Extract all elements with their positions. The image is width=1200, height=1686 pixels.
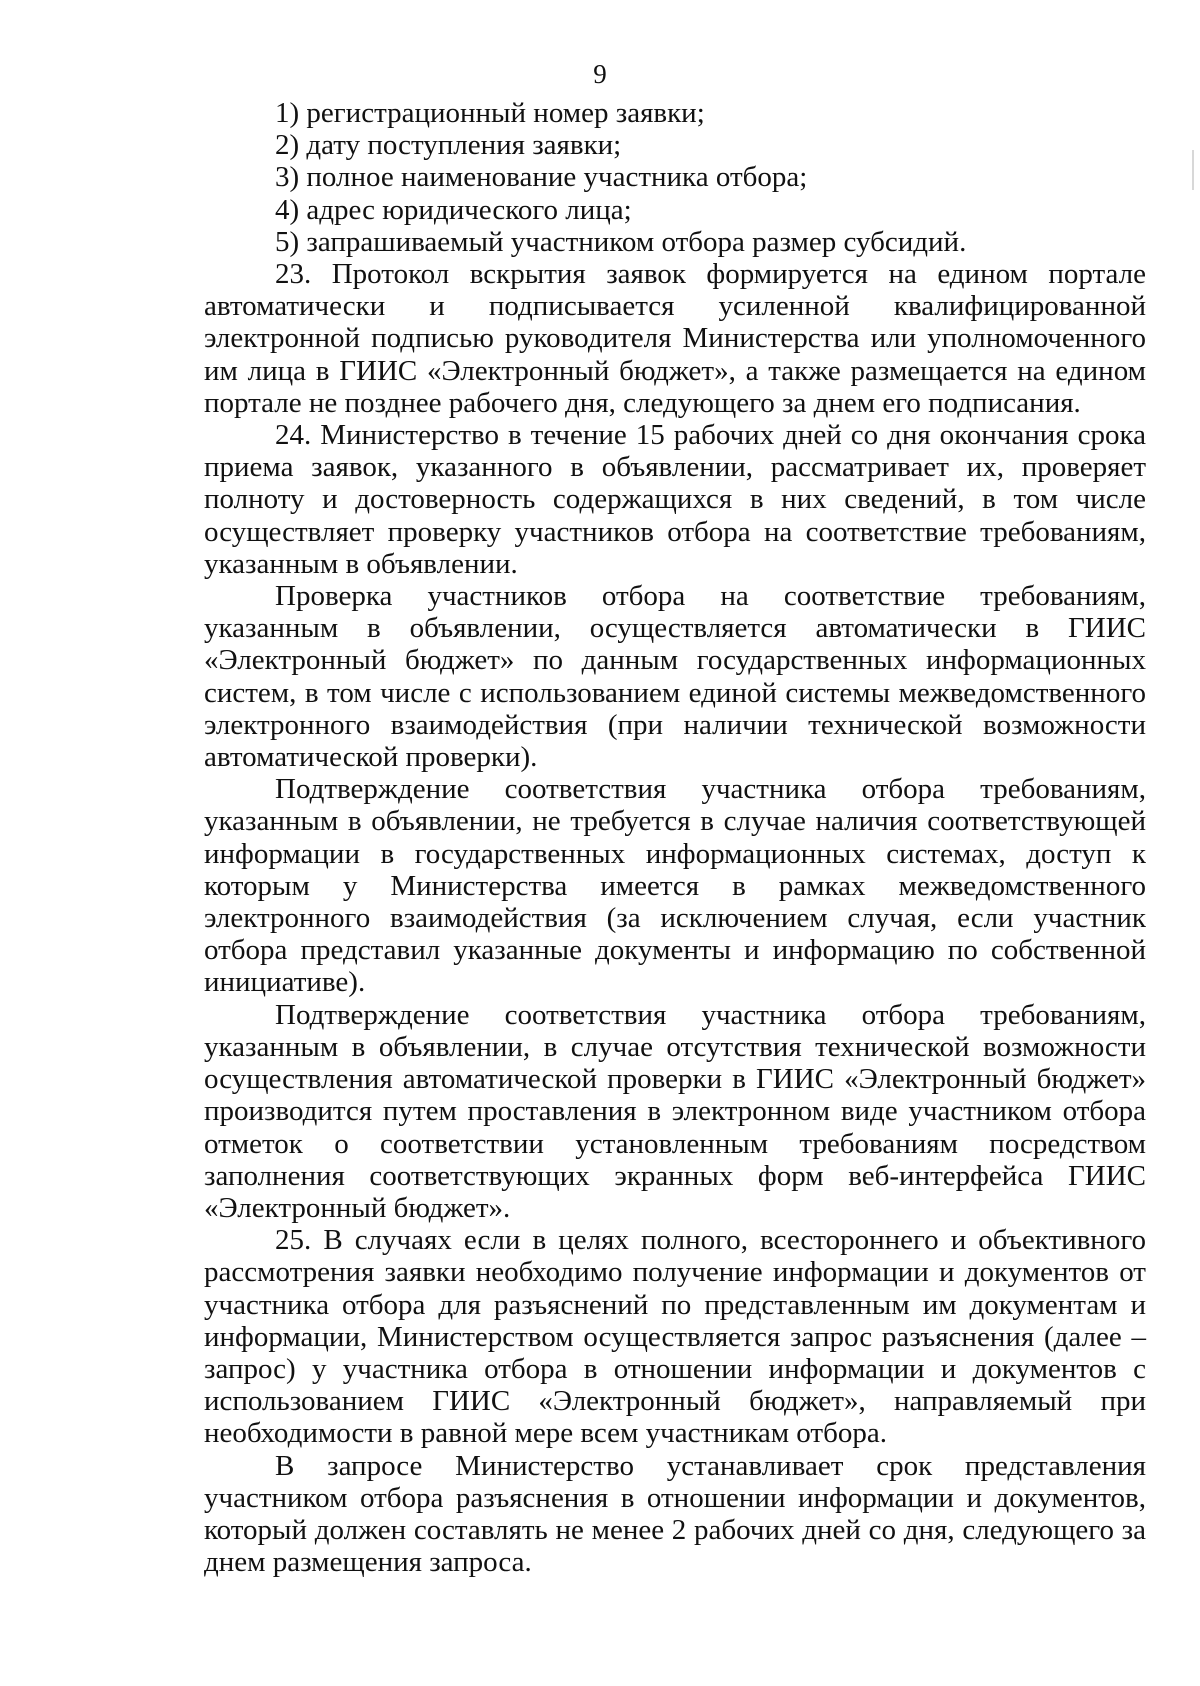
paragraph-24-check: Проверка участников отбора на соответствие требованиям, указанным в объявлении, осуществляется автоматически в ГИИС «Электронный бюджет» по данным государственных информационных систем, в том числе с использованием единой системы межведомственного электронного взаимодействия (при наличии технической возможности автоматической проверки). [204,580,1146,774]
paragraph-24-confirmation-not-required: Подтверждение соответствия участника отбора требованиям, указанным в объявлении, не требуется в случае наличия соответствующей информации в государственных информационных системах, доступ к которым у Министерства имеется в рамках межведомственного электронного взаимодействия (за исключением случая, если участник отбора представил указанные документы и информацию по собственной инициативе). [204,773,1146,999]
paragraph-23: 23. Протокол вскрытия заявок формируется на едином портале автоматически и подписывается усиленной квалифицированной электронной подписью руководителя Министерства или уполномоченного им лица в ГИИС «Электронный бюджет», а также размещается на едином портале не позднее рабочего дня, следующего за днем его подписания. [204,258,1146,419]
paragraph-24-confirmation-manual: Подтверждение соответствия участника отбора требованиям, указанным в объявлении, в случае отсутствия технической возможности осуществления автоматической проверки в ГИИС «Электронный бюджет» производится путем проставления в электронном виде участником отбора отметок о соответствии установленным требованиям посредством заполнения соответствующих экранных форм веб-интерфейса ГИИС «Электронный бюджет». [204,998,1146,1224]
list-item: 1) регистрационный номер заявки; [275,97,705,129]
scan-edge-mark [1192,150,1194,190]
list-item: 3) полное наименование участника отбора; [275,161,808,194]
list-item: 4) адрес юридического лица; [275,193,632,226]
list-item: 2) дату поступления заявки; [275,129,622,162]
paragraph-25: 25. В случаях если в целях полного, всестороннего и объективного рассмотрения заявки необходимо получение информации и документов от участника отбора для разъяснений по представленным им документам и информации, Министерством осуществляется запрос разъяснения (далее – запрос) у участника отбора в отношении информации и документов с использованием ГИИС «Электронный бюджет», направляемый при необходимости в равной мере всем участникам отбора. [204,1224,1146,1450]
paragraph-24: 24. Министерство в течение 15 рабочих дней со дня окончания срока приема заявок, указанного в объявлении, рассматривает их, проверяет полноту и достоверность содержащихся в них сведений, в том числе осуществляет проверку участников отбора на соответствие требованиям, указанным в объявлении. [204,419,1146,580]
paragraph-25-request: В запросе Министерство устанавливает срок представления участником отбора разъяснения в отношении информации и документов, который должен составлять не менее 2 рабочих дней со дня, следующего за днем размещения запроса. [204,1449,1146,1579]
page-number: 9 [593,59,607,89]
document-body [204,97,1146,1578]
list-item: 5) запрашиваемый участником отбора размер субсидий. [275,225,967,258]
